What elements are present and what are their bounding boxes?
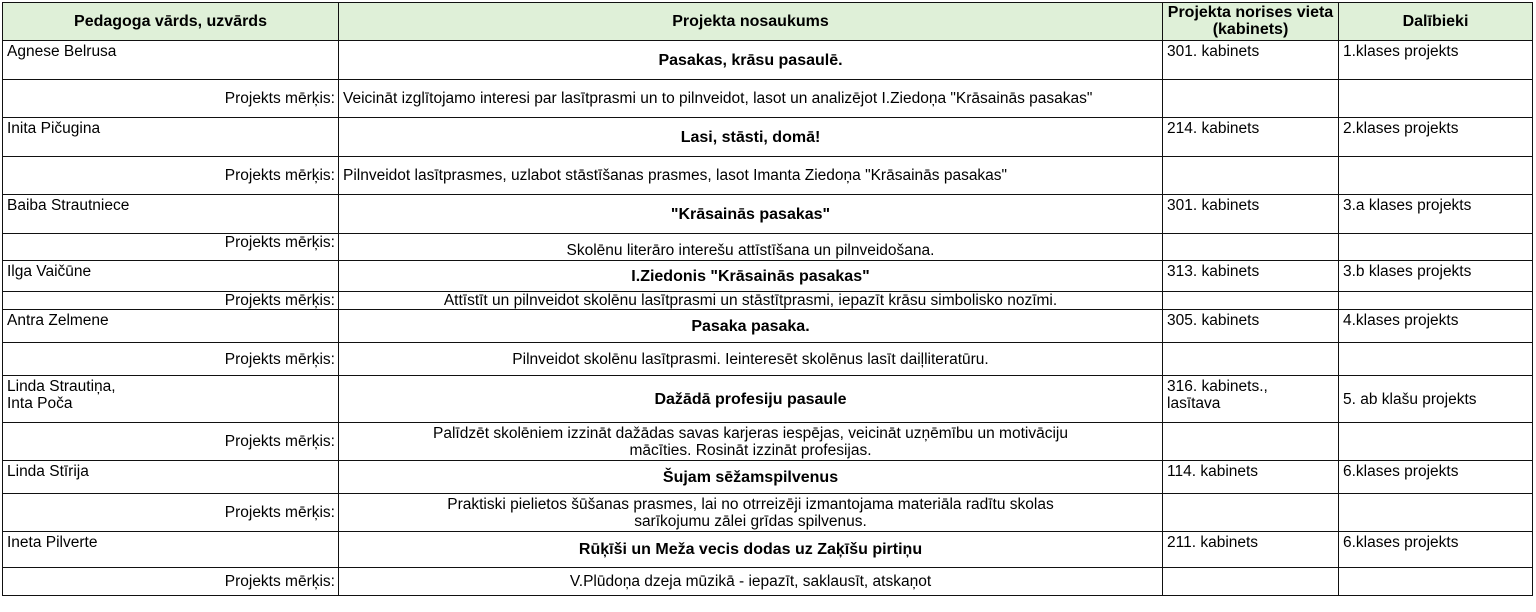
teacher-line: Linda Strautiņa, <box>7 378 116 395</box>
teacher-cell[interactable]: Ilga Vaičūne <box>3 261 339 292</box>
header-row <box>3 3 1533 41</box>
participants-cell[interactable]: 3.b klases projekts <box>1339 261 1533 292</box>
project-title-cell[interactable]: Pasakas, krāsu pasaulē. <box>339 41 1163 80</box>
aim-cell[interactable]: V.Plūdoņa dzeja mūzikā - iepazīt, saklausīt, atskaņot <box>339 568 1163 596</box>
project-title-cell[interactable]: Pasaka pasaka. <box>339 310 1163 343</box>
project-title-cell[interactable]: Rūķīši un Meža vecis dodas uz Zaķīšu pirtiņu <box>339 532 1163 568</box>
empty-cell[interactable] <box>1339 292 1533 310</box>
empty-cell[interactable] <box>1339 423 1533 461</box>
empty-cell[interactable] <box>1339 234 1533 261</box>
header-place[interactable]: Projekta norises vieta (kabinets) <box>1163 3 1339 41</box>
aim-cell[interactable]: Veicināt izglītojamo interesi par lasītprasmi un to pilnveidot, lasot un analizējot I.Ziedoņa "Krāsainās pasakas" <box>339 80 1163 118</box>
empty-cell[interactable] <box>1339 568 1533 596</box>
empty-cell[interactable] <box>1163 80 1339 118</box>
place-cell[interactable]: 313. kabinets <box>1163 261 1339 292</box>
place-line: 316. kabinets., <box>1167 378 1268 395</box>
aim-row <box>3 494 1533 532</box>
header-participants[interactable]: Dalībieki <box>1339 3 1533 41</box>
aim-label-cell[interactable]: Projekts mērķis: <box>3 494 339 532</box>
place-cell[interactable]: 211. kabinets <box>1163 532 1339 568</box>
aim-row <box>3 157 1533 195</box>
aim-cell[interactable] <box>339 423 1163 461</box>
participants-cell[interactable]: 3.a klases projekts <box>1339 195 1533 234</box>
aim-label-cell[interactable]: Projekts mērķis: <box>3 292 339 310</box>
project-row <box>3 461 1533 494</box>
aim-line: mācīties. Rosināt izzināt profesijas. <box>629 441 872 459</box>
empty-cell[interactable] <box>1163 423 1339 461</box>
aim-cell[interactable] <box>339 494 1163 532</box>
empty-cell[interactable] <box>1163 292 1339 310</box>
participants-cell[interactable]: 4.klases projekts <box>1339 310 1533 343</box>
aim-row <box>3 423 1533 461</box>
empty-cell[interactable] <box>1339 494 1533 532</box>
aim-label-cell[interactable]: Projekts mērķis: <box>3 568 339 596</box>
aim-cell[interactable]: Skolēnu literāro interešu attīstīšana un pilnveidošana. <box>339 234 1163 261</box>
place-cell[interactable]: 114. kabinets <box>1163 461 1339 494</box>
project-row <box>3 195 1533 234</box>
empty-cell[interactable] <box>1163 234 1339 261</box>
aim-cell[interactable]: Attīstīt un pilnveidot skolēnu lasītprasmi un stāstītprasmi, iepazīt krāsu simbolisko nozīmi. <box>339 292 1163 310</box>
aim-cell[interactable]: Pilnveidot lasītprasmes, uzlabot stāstīšanas prasmes, lasot Imanta Ziedoņa "Krāsainās pasakas" <box>339 157 1163 195</box>
empty-cell[interactable] <box>1163 157 1339 195</box>
participants-cell[interactable]: 6.klases projekts <box>1339 532 1533 568</box>
participants-cell[interactable]: 5. ab klašu projekts <box>1339 376 1533 423</box>
project-row <box>3 41 1533 80</box>
aim-cell[interactable]: Pilnveidot skolēnu lasītprasmi. Ieinteresēt skolēnus lasīt daiļliteratūru. <box>339 343 1163 376</box>
empty-cell[interactable] <box>1163 494 1339 532</box>
participants-cell[interactable]: 6.klases projekts <box>1339 461 1533 494</box>
place-cell[interactable]: 301. kabinets <box>1163 41 1339 80</box>
project-title-cell[interactable]: I.Ziedonis "Krāsainās pasakas" <box>339 261 1163 292</box>
aim-label-cell[interactable]: Projekts mērķis: <box>3 234 339 261</box>
teacher-cell[interactable]: Agnese Belrusa <box>3 41 339 80</box>
empty-cell[interactable] <box>1339 343 1533 376</box>
aim-row <box>3 343 1533 376</box>
teacher-cell[interactable]: Inita Pičugina <box>3 118 339 157</box>
aim-row <box>3 292 1533 310</box>
aim-label-cell[interactable]: Projekts mērķis: <box>3 343 339 376</box>
header-teacher[interactable]: Pedagoga vārds, uzvārds <box>3 3 339 41</box>
participants-cell[interactable]: 2.klases projekts <box>1339 118 1533 157</box>
teacher-cell[interactable]: Linda Stīrija <box>3 461 339 494</box>
empty-cell[interactable] <box>1163 568 1339 596</box>
teacher-cell[interactable]: Ineta Pilverte <box>3 532 339 568</box>
aim-label-cell[interactable]: Projekts mērķis: <box>3 80 339 118</box>
empty-cell[interactable] <box>1163 343 1339 376</box>
project-row <box>3 532 1533 568</box>
place-cell[interactable]: 214. kabinets <box>1163 118 1339 157</box>
teacher-cell[interactable]: Antra Zelmene <box>3 310 339 343</box>
aim-row <box>3 234 1533 261</box>
project-title-cell[interactable]: Šujam sēžamspilvenus <box>339 461 1163 494</box>
project-title-cell[interactable]: Lasi, stāsti, domā! <box>339 118 1163 157</box>
project-row <box>3 376 1533 423</box>
project-title-cell[interactable]: Dažādā profesiju pasaule <box>339 376 1163 423</box>
place-line: lasītava <box>1167 395 1221 412</box>
aim-label-cell[interactable]: Projekts mērķis: <box>3 423 339 461</box>
place-cell[interactable]: 305. kabinets <box>1163 310 1339 343</box>
project-row <box>3 261 1533 292</box>
participants-cell[interactable]: 1.klases projekts <box>1339 41 1533 80</box>
project-row <box>3 118 1533 157</box>
place-cell[interactable]: 301. kabinets <box>1163 195 1339 234</box>
projects-table <box>2 2 1533 596</box>
aim-row <box>3 568 1533 596</box>
teacher-cell[interactable] <box>3 376 339 423</box>
aim-label-cell[interactable]: Projekts mērķis: <box>3 157 339 195</box>
header-project-name[interactable]: Projekta nosaukums <box>339 3 1163 41</box>
aim-line: sarīkojumu zālei grīdas spilvenus. <box>634 512 867 530</box>
place-cell[interactable] <box>1163 376 1339 423</box>
teacher-cell[interactable]: Baiba Strautniece <box>3 195 339 234</box>
aim-line: Praktiski pielietos šūšanas prasmes, lai no otrreizēji izmantojama materiāla radītu skolas <box>447 495 1054 513</box>
aim-row <box>3 80 1533 118</box>
aim-line: Palīdzēt skolēniem izzināt dažādas savas karjeras iespējas, veicināt uzņēmību un motivāciju <box>433 424 1068 442</box>
project-title-cell[interactable]: "Krāsainās pasakas" <box>339 195 1163 234</box>
project-row <box>3 310 1533 343</box>
empty-cell[interactable] <box>1339 80 1533 118</box>
empty-cell[interactable] <box>1339 157 1533 195</box>
teacher-line: Inta Poča <box>7 395 73 412</box>
